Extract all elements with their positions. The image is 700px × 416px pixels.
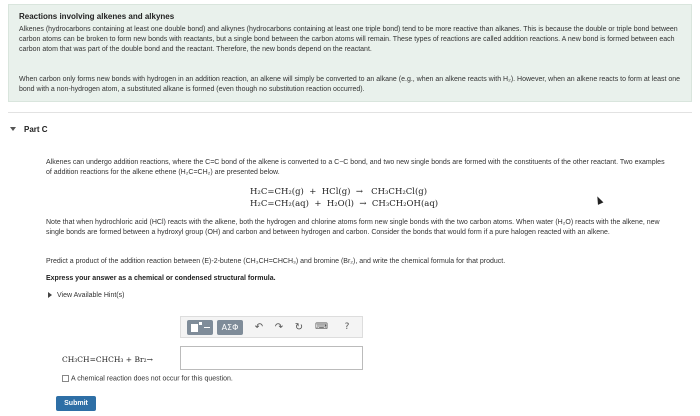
help-button[interactable]: ? [344,322,350,332]
greek-symbols-button[interactable]: AΣΦ [217,320,243,335]
redo-icon[interactable]: ↷ [274,322,284,333]
checkbox-label: A chemical reaction does not occur for this question. [71,375,233,383]
equation-toolbar [180,316,363,338]
view-hints-link[interactable] [48,292,124,299]
templates-button[interactable] [187,320,213,335]
intro-paragraph-1: Alkenes (hydrocarbons containing at least one double bond) and alkynes (hydrocarbons containing at least one triple bond) tend to be more reactive than alkanes. This is because the double or triple bond between carbon atoms can be broken to form new bonds with reactants, but a single bond between the carbon atoms will remain. These types of reactions are called addition reactions. A new bond is formed between each carbon atom that was part of the double bond and the reactant. Therefore, the new bonds depend on the reactant. [19,26,678,53]
intro-paragraph-2: When carbon only forms new bonds with hydrogen in an addition reaction, an alkene will simply be converted to an alkane (e.g., when an alkene reacts with H₂). However, when an alkene reacts to form at least one bond with a non-hydrogen atom, a substituted alkane is formed (even though no substitution reaction occurred). [19,76,681,93]
collapse-caret-icon[interactable] [10,127,16,131]
part-intro-text: Alkenes can undergo addition reactions, where the C=C bond of the alkene is converted to a C−C bond, and two new single bonds are formed with the constituents of the other reactant. Two examples of addition reactions for the alkene ethene (H₂C=CH₂) are presented below. [46,159,665,176]
no-reaction-checkbox[interactable] [62,375,69,382]
undo-icon[interactable]: ↶ [254,322,264,333]
answer-input[interactable] [180,346,363,370]
submit-button[interactable]: Submit [56,396,96,411]
reaction-label: CH₃CH=CHCH₃ + Br₂→ [62,355,153,364]
answer-instruction: Express your answer as a chemical or condensed structural formula. [46,275,276,282]
note-text: Note that when hydrochloric acid (HCl) reacts with the alkene, both the hydrogen and chlorine atoms form new single bonds with the two carbon atoms. When water (H₂O) reacts with the alkene, new single bonds are formed between a hydroxyl group (OH) and carbon and between hydrogen and carbon. Consider the bonds that would form if a pure halogen reacted with an alkene. [46,219,660,236]
question-text: Predict a product of the addition reaction between (E)-2-butene (CH₃CH=CHCH₃) and bromine (Br₂), and write the chemical formula for that product. [46,258,506,265]
reset-icon[interactable]: ↻ [294,322,304,333]
hints-label: View Available Hint(s) [57,292,125,299]
divider [8,112,692,113]
part-label[interactable]: Part C [24,125,48,134]
intro-title: Reactions involving alkenes and alkynes [19,12,175,21]
template-box-icon [191,324,198,332]
intro-panel [8,4,692,102]
mouse-cursor-icon [595,195,604,205]
no-reaction-checkbox-row[interactable] [62,375,233,382]
equation-2: H₂C=CH₂(aq) + H₂O(l) → CH₃CH₂OH(aq) [250,199,439,209]
equation-1: H₂C=CH₂(g) + HCl(g) → CH₃CH₂Cl(g) [250,187,428,197]
expand-arrow-icon [48,292,52,298]
keyboard-icon[interactable]: ⌨ [315,322,328,332]
template-line-icon [204,327,210,328]
template-superscript-icon [199,322,202,325]
